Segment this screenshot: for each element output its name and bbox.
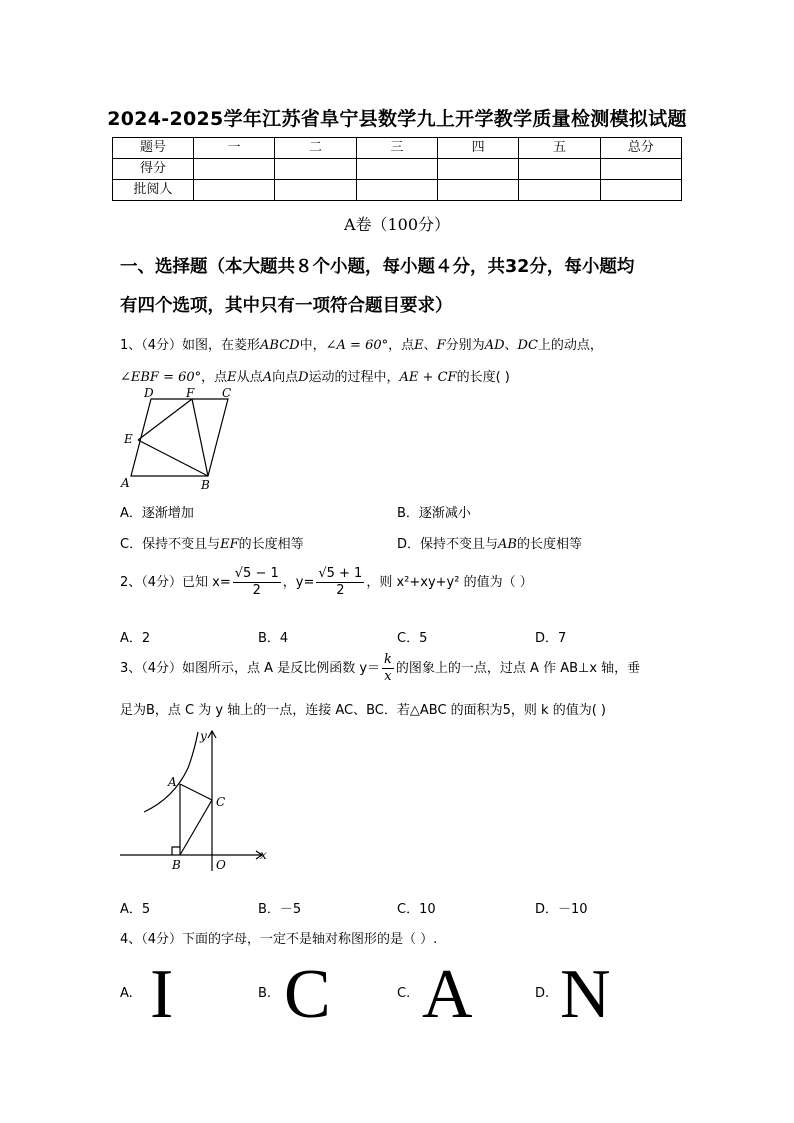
score-header-cell: 题号: [113, 138, 194, 159]
q3-option-a[interactable]: A．5: [120, 902, 151, 917]
letter-i: I: [150, 956, 174, 1033]
score-cell[interactable]: [194, 159, 275, 180]
figure-label: B: [201, 478, 210, 492]
score-cell[interactable]: [519, 159, 600, 180]
question-4: 4、（4分）下面的字母，一定不是轴对称图形的是（ ）.: [120, 932, 438, 947]
q1-option-d[interactable]: D．保持不变且与AB的长度相等: [397, 537, 582, 552]
q4-option-d-label[interactable]: D.: [535, 986, 550, 1001]
letter-c: C: [284, 956, 331, 1033]
score-cell[interactable]: [600, 180, 681, 201]
q1-option-a[interactable]: A．逐渐增加: [120, 506, 194, 521]
fraction-x: $\frac{√5 - 1}{2}$: [234, 566, 279, 598]
letter-n: N: [560, 956, 611, 1033]
score-table-row: [113, 159, 682, 180]
score-cell[interactable]: [437, 159, 518, 180]
score-header-cell: 一: [194, 138, 275, 159]
score-header-cell: 总分: [600, 138, 681, 159]
q4-option-a-label[interactable]: A.: [120, 986, 133, 1001]
question-3-line1: 3、（4分）如图所示，点 A 是反比例函数 y＝ $\frac{k}{x}$ 的图象上的一点，过点 A 作 AB⊥x 轴，垂: [120, 652, 641, 684]
score-cell[interactable]: [194, 180, 275, 201]
q1-option-c[interactable]: C．保持不变且与EF的长度相等: [120, 537, 304, 552]
score-cell[interactable]: [356, 159, 437, 180]
figure-label: A: [168, 775, 177, 789]
figure-label: C: [222, 386, 232, 400]
q1-option-b[interactable]: B．逐渐减小: [397, 506, 471, 521]
q3-option-d[interactable]: D．－10: [535, 902, 588, 917]
q2-option-b[interactable]: B．4: [258, 631, 289, 646]
q2-option-c[interactable]: C．5: [397, 631, 428, 646]
q2-option-a[interactable]: A．2: [120, 631, 151, 646]
figure-label: B: [172, 858, 181, 872]
question-1-line1: 1、（4分）如图，在菱形ABCD中，∠A = 60°，点E、F分别为AD、DC上的动点，: [120, 338, 603, 353]
score-table-header-row: [113, 138, 682, 159]
figure-label: O: [216, 858, 226, 872]
q3-option-b[interactable]: B．－5: [258, 902, 302, 917]
score-cell[interactable]: [275, 159, 356, 180]
volume-heading: A卷（100分）: [343, 215, 451, 234]
score-header-cell: 五: [519, 138, 600, 159]
hyperbola-figure: [116, 726, 276, 876]
letter-a: A: [422, 956, 473, 1033]
score-cell[interactable]: [275, 180, 356, 201]
page-title: 2024-2025学年江苏省阜宁县数学九上开学教学质量检测模拟试题: [107, 108, 687, 130]
figure-label: C: [216, 795, 226, 809]
score-header-cell: 四: [437, 138, 518, 159]
section-heading-line1: 一、选择题（本大题共８个小题，每小题４分，共32分，每小题均: [120, 257, 635, 277]
q3-option-c[interactable]: C．10: [397, 902, 436, 917]
score-header-cell: 二: [275, 138, 356, 159]
question-3-line2: 足为B，点 C 为 y 轴上的一点，连接 AC、BC．若△ABC 的面积为5，则 k 的值为( ): [120, 703, 606, 718]
fraction-y: $\frac{√5 + 1}{2}$: [318, 566, 363, 598]
score-row-label: 批阅人: [113, 180, 194, 201]
question-1-line2: ∠EBF = 60°，点E从点A向点D运动的过程中，AE + CF的长度( ): [120, 370, 510, 385]
q4-option-c-label[interactable]: C.: [397, 986, 411, 1001]
fraction-k-over-x: $\frac{k}{x}$: [384, 652, 392, 684]
q2-option-d[interactable]: D．7: [535, 631, 567, 646]
score-cell[interactable]: [519, 180, 600, 201]
figure-label: E: [124, 432, 133, 446]
figure-label: D: [144, 386, 154, 400]
figure-label: x: [260, 848, 267, 862]
figure-label: y: [200, 729, 207, 743]
question-2: 2、（4分）已知 x= $\frac{√5 - 1}{2}$ ，y= $\frac{√5 + 1}{2}$ ，则 x²+xy+y² 的值为（ ）: [120, 566, 533, 598]
figure-label: F: [186, 386, 195, 400]
score-header-cell: 三: [356, 138, 437, 159]
score-row-label: 得分: [113, 159, 194, 180]
score-table-row: [113, 180, 682, 201]
section-heading-line2: 有四个选项，其中只有一项符合题目要求）: [120, 296, 453, 316]
score-cell[interactable]: [600, 159, 681, 180]
rhombus-figure: [116, 386, 246, 494]
figure-label: A: [121, 476, 130, 490]
score-cell[interactable]: [356, 180, 437, 201]
q4-option-b-label[interactable]: B.: [258, 986, 272, 1001]
score-table: [112, 137, 682, 201]
score-cell[interactable]: [437, 180, 518, 201]
